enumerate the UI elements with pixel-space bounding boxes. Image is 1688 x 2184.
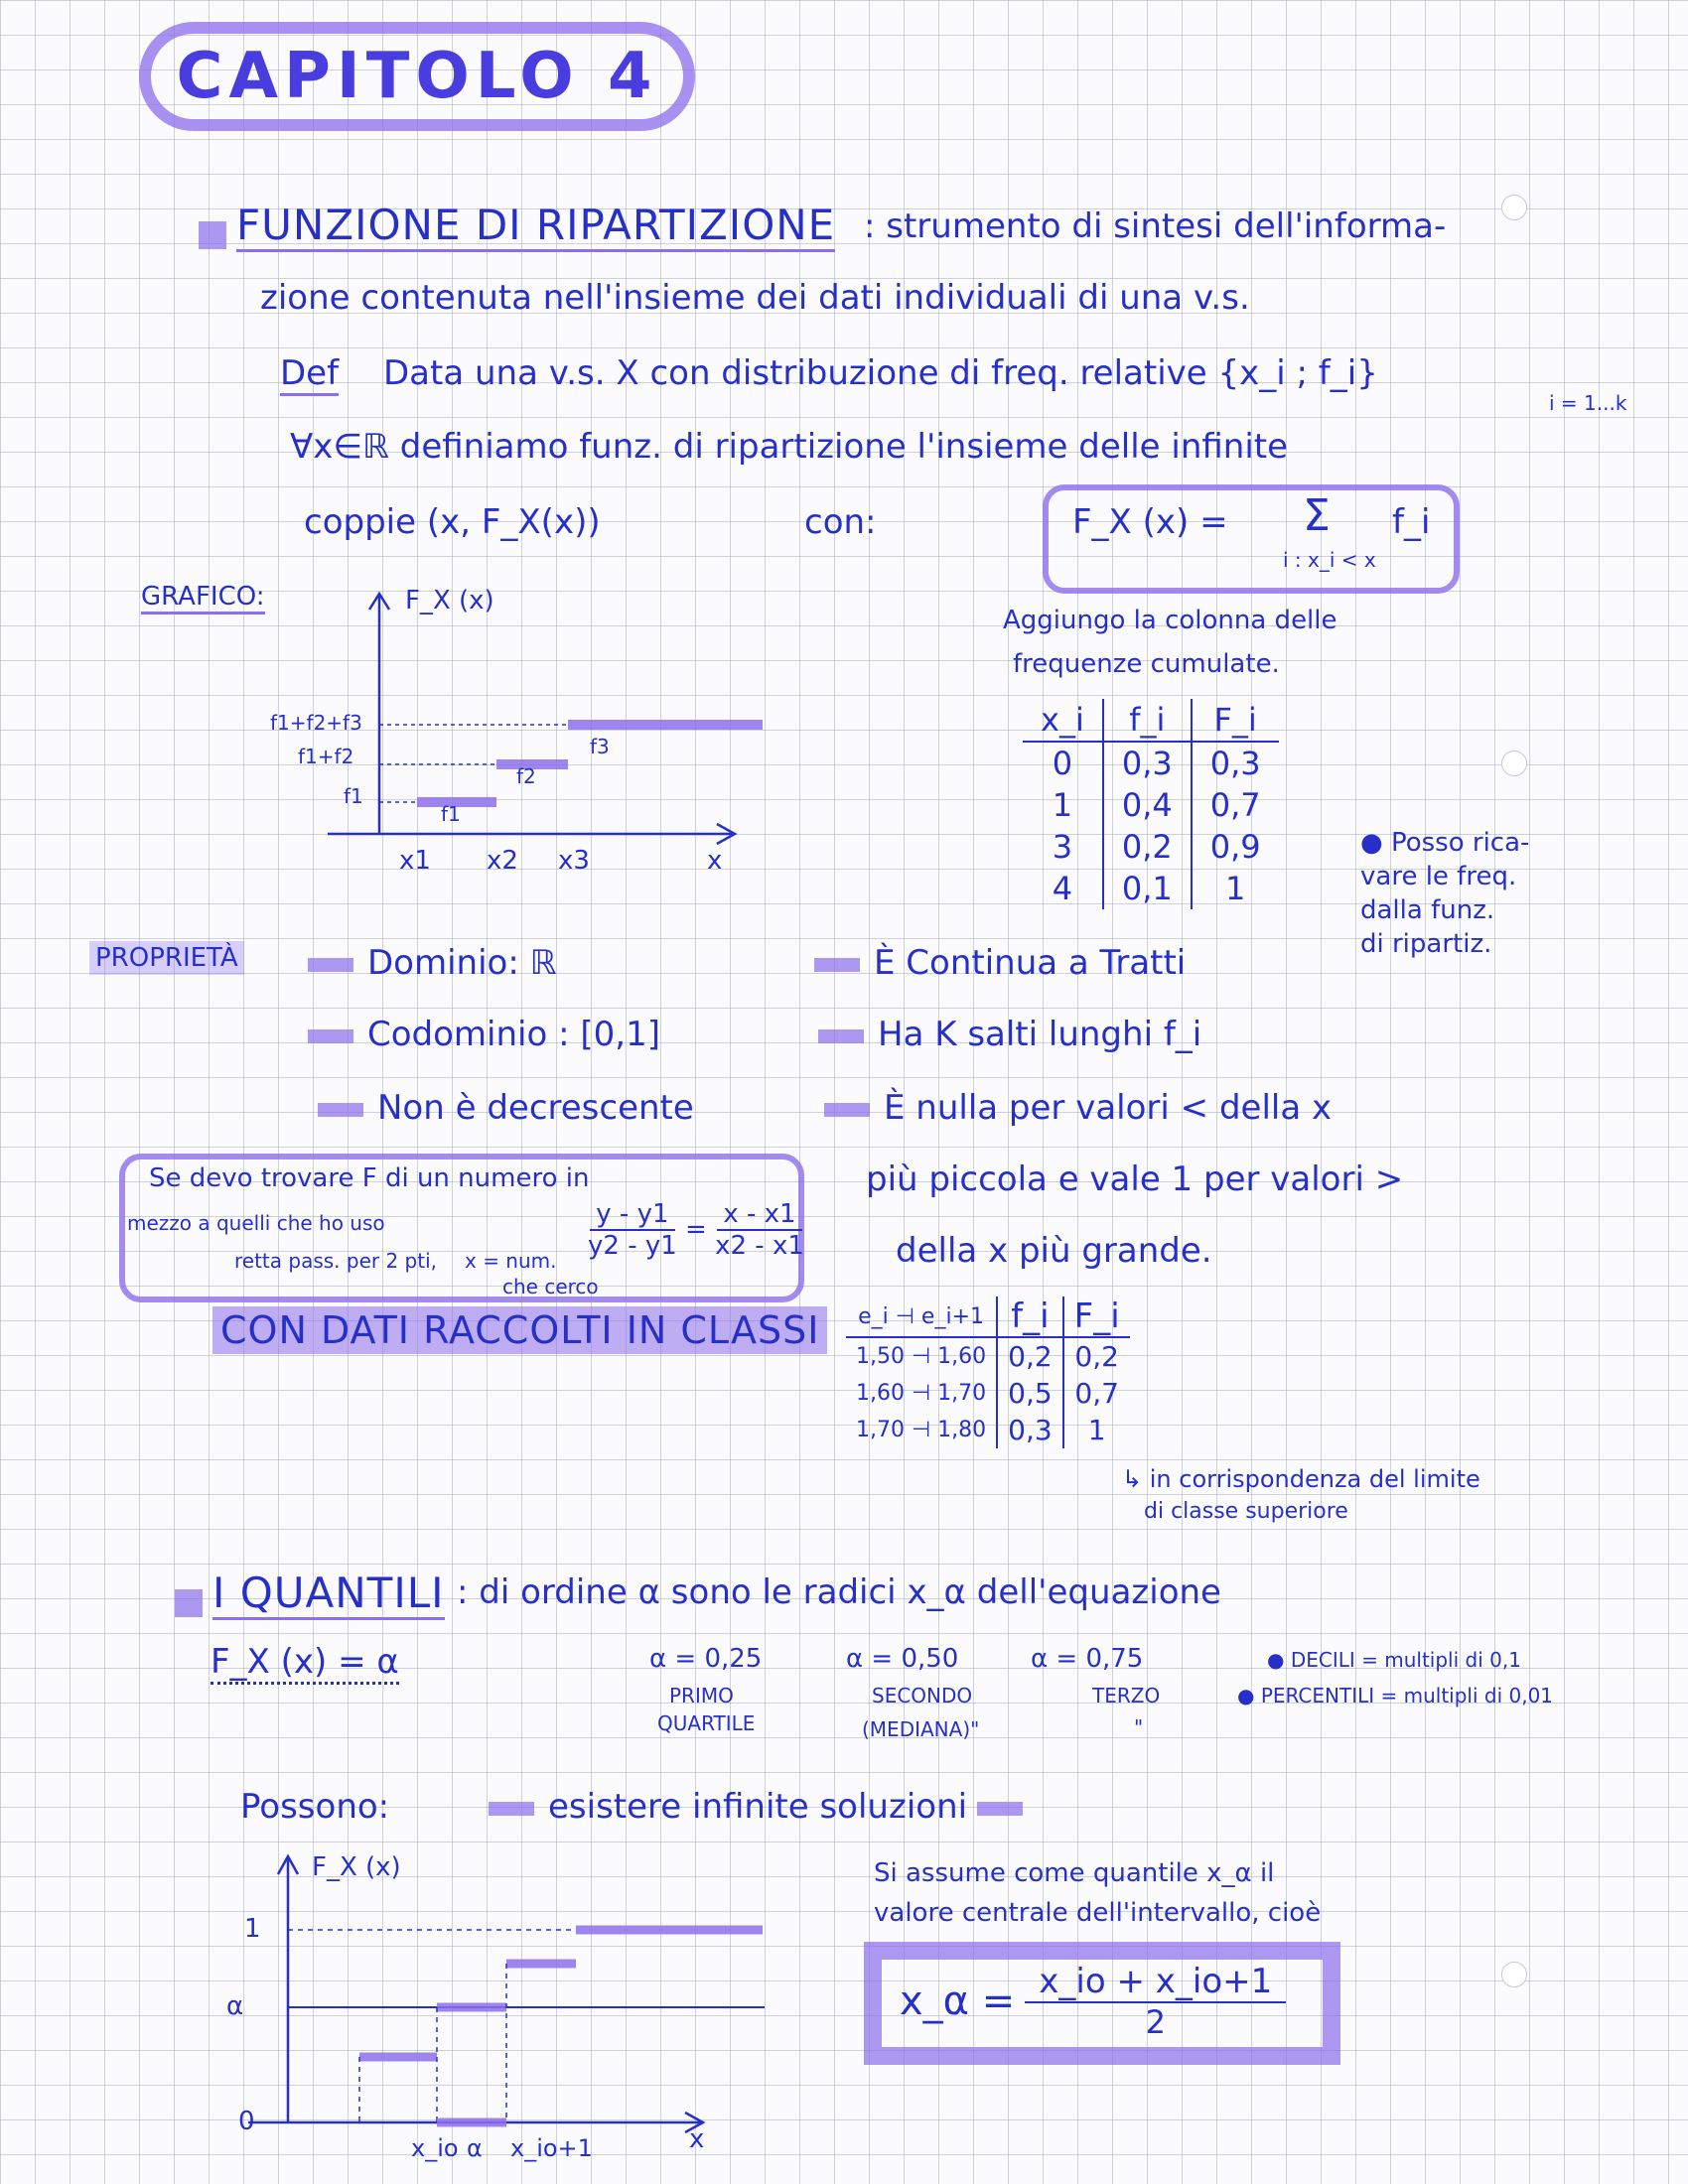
table-row: [846, 1337, 1130, 1375]
prop-right-3: [824, 1088, 1332, 1128]
prop-cont-1: più piccola e vale 1 per valori >: [866, 1160, 1404, 1199]
graph2-y-one: 1: [244, 1914, 261, 1944]
table-cell: 1: [1087, 1414, 1106, 1446]
table-row: [1023, 826, 1279, 868]
table-cell: 1: [1023, 784, 1103, 826]
classes-heading: [212, 1308, 827, 1352]
quantili-heading: [175, 1569, 445, 1617]
chapter-title: CAPITOLO 4: [139, 22, 695, 131]
prop-left-2: [308, 1015, 660, 1054]
table-cell: 1,70 ⊣ 1,80: [846, 1412, 997, 1448]
table-row: [846, 1412, 1130, 1448]
quantili-desc: : di ordine α sono le radici x_α dell'equazione: [457, 1572, 1221, 1612]
quantile-name-3b: ": [1134, 1715, 1144, 1739]
table-cell: 0,7: [1074, 1377, 1119, 1410]
decili-text: DECILI = multipli di 0,1: [1290, 1648, 1521, 1672]
cumtable-note: [1360, 826, 1529, 961]
table-cell: 0,2: [1103, 826, 1192, 868]
table-cell: 0,7: [1209, 786, 1261, 824]
prop-dash: [824, 1103, 870, 1117]
quantile-name-1b: QUARTILE: [657, 1711, 756, 1735]
quantile-name-2b: (MEDIANA)": [862, 1717, 980, 1741]
graph2-y-zero: 0: [238, 2107, 255, 2136]
table-cell: 0: [1023, 742, 1103, 784]
cumtable-note-4: di ripartiz.: [1360, 929, 1492, 959]
graph2-x-alpha: α: [467, 2134, 483, 2162]
graph1-xlabel: x: [707, 846, 723, 876]
prop-right-1: [814, 943, 1186, 983]
prop-dash: [814, 958, 860, 972]
graph1-ylevel-1: f1: [344, 784, 363, 808]
classes-note-1: ↳ in corrispondenza del limite: [1122, 1465, 1480, 1493]
def-line-3: coppie (x, F_X(x)): [304, 502, 601, 542]
quantile-alpha-2: α = 0,50: [846, 1644, 959, 1674]
table-cell: 0,2: [1074, 1340, 1119, 1373]
prop-text: Ha K salti lunghi f_i: [878, 1015, 1202, 1054]
def-label: Def: [280, 353, 339, 396]
interp-line-3: retta pass. per 2 pti,: [234, 1249, 438, 1273]
graph1-jump-1: f1: [441, 802, 461, 826]
props-label: [89, 943, 244, 973]
percentili-text: PERCENTILI = multipli di 0,01: [1260, 1684, 1554, 1707]
table-cell: 1: [1224, 870, 1246, 907]
median-formula: [900, 1962, 1286, 2041]
table-cell: 0,2: [997, 1337, 1063, 1375]
graph2-xlabel: x: [689, 2124, 705, 2154]
graph2-y-alpha: α: [226, 1991, 244, 2021]
quantile-name-1a: PRIMO: [669, 1684, 734, 1707]
graph2-plot: [0, 0, 1, 1]
classes-header-F: F_i: [1063, 1297, 1130, 1337]
def-line-2: ∀x∈ℝ definiamo funz. di ripartizione l'insieme delle infinite: [290, 427, 1289, 467]
graph2-x-io1: x_io+1: [510, 2134, 593, 2162]
prop-dash: [318, 1103, 363, 1117]
quantili-heading-text: I QUANTILI: [212, 1569, 445, 1620]
binder-hole-mid: [1501, 751, 1527, 776]
heading-marker: [199, 221, 226, 249]
heading-marker: [175, 1589, 203, 1617]
possono-label: Possono:: [240, 1787, 390, 1827]
props-label-text: PROPRIETÀ: [89, 941, 244, 975]
classes-note-2: di classe superiore: [1144, 1499, 1348, 1524]
cumtable: [1023, 699, 1279, 909]
intro-line-2: zione contenuta nell'insieme dei dati individuali di una v.s.: [260, 278, 1250, 318]
prop-text: Non è decrescente: [377, 1088, 694, 1128]
median-formula-frac: [1025, 1962, 1286, 2041]
cumtable-note-2: vare le freq.: [1360, 862, 1517, 891]
prop-cont-2: della x più grande.: [896, 1231, 1212, 1271]
prop-text: È nulla per valori < della x: [884, 1088, 1333, 1128]
prop-left-1: [308, 943, 557, 983]
graph2-ylabel: F_X (x): [312, 1852, 401, 1882]
cumtable-header-row: [1023, 699, 1279, 742]
quantile-name-3a: TERZO: [1092, 1684, 1161, 1707]
median-formula-lhs: x_α =: [900, 1979, 1016, 2024]
binder-hole-bottom: [1501, 1962, 1527, 1987]
table-row: [1023, 784, 1279, 826]
prop-right-2: [818, 1015, 1201, 1054]
table-cell: 0,3: [1103, 742, 1192, 784]
possono-text-value: esistere infinite soluzioni: [548, 1787, 968, 1827]
interp-line-3c: che cerco: [502, 1275, 599, 1298]
interp-line-1: Se devo trovare F di un numero in: [149, 1163, 590, 1193]
quantili-percentili: [1237, 1684, 1553, 1707]
graph1-jump-3: f3: [590, 735, 610, 758]
prop-text: È Continua a Tratti: [874, 943, 1187, 983]
quantile-alpha-1: α = 0,25: [649, 1644, 763, 1674]
bullet-icon: ●: [1237, 1684, 1261, 1707]
median-rule-line-1: Si assume come quantile x_α il: [874, 1858, 1275, 1888]
binder-hole-top: [1501, 195, 1527, 220]
table-row: [1023, 742, 1279, 784]
formula-term: f_i: [1392, 502, 1431, 542]
prop-dash: [308, 958, 353, 972]
def-con: con:: [804, 502, 877, 542]
cumtable-header-f: f_i: [1103, 699, 1192, 742]
interp-line-3b: x = num.: [465, 1249, 557, 1273]
formula-sub: i : x_i < x: [1283, 548, 1376, 572]
median-formula-num: x_io + x_io+1: [1025, 1962, 1286, 2003]
bullet-icon: ●: [1267, 1648, 1291, 1672]
median-formula-den: 2: [1145, 2003, 1166, 2041]
median-rule-line-2: valore centrale dell'intervallo, cioè: [874, 1898, 1322, 1928]
quantile-name-2a: SECONDO: [872, 1684, 973, 1707]
table-cell: 0,1: [1103, 868, 1192, 909]
table-row: [846, 1375, 1130, 1412]
cumtable-caption-1: Aggiungo la colonna delle: [1003, 606, 1337, 635]
quantile-alpha-3: α = 0,75: [1031, 1644, 1144, 1674]
table-cell: 0,3: [1209, 745, 1261, 782]
table-cell: 1,60 ⊣ 1,70: [846, 1375, 997, 1412]
formula-sum: Σ: [1303, 490, 1331, 541]
table-cell: 0,9: [1209, 828, 1261, 866]
interp-frac-x: [715, 1199, 804, 1261]
cumtable-header-F: F_i: [1192, 699, 1279, 742]
possono-dash-end: [977, 1802, 1023, 1816]
graph1-xtick-3: x3: [558, 846, 590, 876]
frac-num: x - x1: [717, 1199, 801, 1231]
interp-frac-y: [588, 1199, 677, 1261]
graph1-ylevel-3: f1+f2+f3: [270, 711, 362, 735]
def-line-1: Data una v.s. X con distribuzione di freq. relative {x_i ; f_i}: [383, 353, 1378, 393]
table-cell: 0,3: [997, 1412, 1063, 1448]
heading-text: FUNZIONE DI RIPARTIZIONE: [236, 201, 835, 252]
cumtable-note-1: Posso rica-: [1390, 828, 1530, 858]
frac-den: x2 - x1: [715, 1231, 804, 1261]
table-cell: 0,5: [997, 1375, 1063, 1412]
quantili-decili: [1267, 1648, 1521, 1672]
table-row: [1023, 868, 1279, 909]
formula-lhs: F_X (x) =: [1072, 502, 1228, 542]
table-cell: 0,4: [1103, 784, 1192, 826]
quantili-equation: F_X (x) = α: [211, 1642, 399, 1685]
prop-dash: [308, 1029, 353, 1043]
frac-den: y2 - y1: [588, 1231, 677, 1261]
graph1-label: GRAFICO:: [141, 582, 265, 614]
def-index: i = 1...k: [1549, 391, 1627, 415]
table-cell: 3: [1023, 826, 1103, 868]
section-heading-ripartizione: [199, 201, 835, 249]
graph1-ylabel: F_X (x): [405, 586, 494, 615]
table-cell: 4: [1023, 868, 1103, 909]
graph2-x-io: x_io: [411, 2134, 459, 2162]
possono-dash: [489, 1802, 534, 1816]
classes-header-interval: e_i ⊣ e_i+1: [846, 1297, 997, 1337]
prop-text: Dominio: ℝ: [367, 943, 557, 983]
graph2-guides: [288, 1930, 576, 2122]
graph1-ylevel-2: f1+f2: [298, 745, 354, 768]
classes-heading-text: CON DATI RACCOLTI IN CLASSI: [212, 1306, 827, 1354]
graph1-jump-2: f2: [516, 764, 536, 788]
frac-num: y - y1: [590, 1199, 674, 1231]
prop-left-3: [318, 1088, 694, 1128]
classes-table: [846, 1297, 1130, 1448]
graph1-axes: [328, 594, 735, 844]
cumtable-header-x: x_i: [1023, 699, 1103, 742]
classes-header-f: f_i: [997, 1297, 1063, 1337]
classes-header-row: [846, 1297, 1130, 1337]
graph1-xtick-1: x1: [399, 846, 431, 876]
intro-line-1: : strumento di sintesi dell'informa-: [864, 206, 1447, 246]
prop-dash: [818, 1029, 864, 1043]
interp-line-2: mezzo a quelli che ho uso: [127, 1211, 385, 1235]
graph1-xtick-2: x2: [487, 846, 518, 876]
interp-eq: $\frac{y - y1}{y2 - y1}$ = $\frac{x - x1}{x2 - x1}$: [588, 1199, 804, 1261]
cumtable-caption-2: frequenze cumulate.: [1013, 649, 1280, 679]
prop-text: Codominio : [0,1]: [367, 1015, 660, 1054]
note-bullet-icon: ●: [1360, 828, 1391, 858]
graph2-steps: [359, 1930, 763, 2057]
table-cell: 1,50 ⊣ 1,60: [846, 1337, 997, 1375]
cumtable-note-3: dalla funz.: [1360, 895, 1495, 925]
possono-text: [489, 1787, 1037, 1827]
